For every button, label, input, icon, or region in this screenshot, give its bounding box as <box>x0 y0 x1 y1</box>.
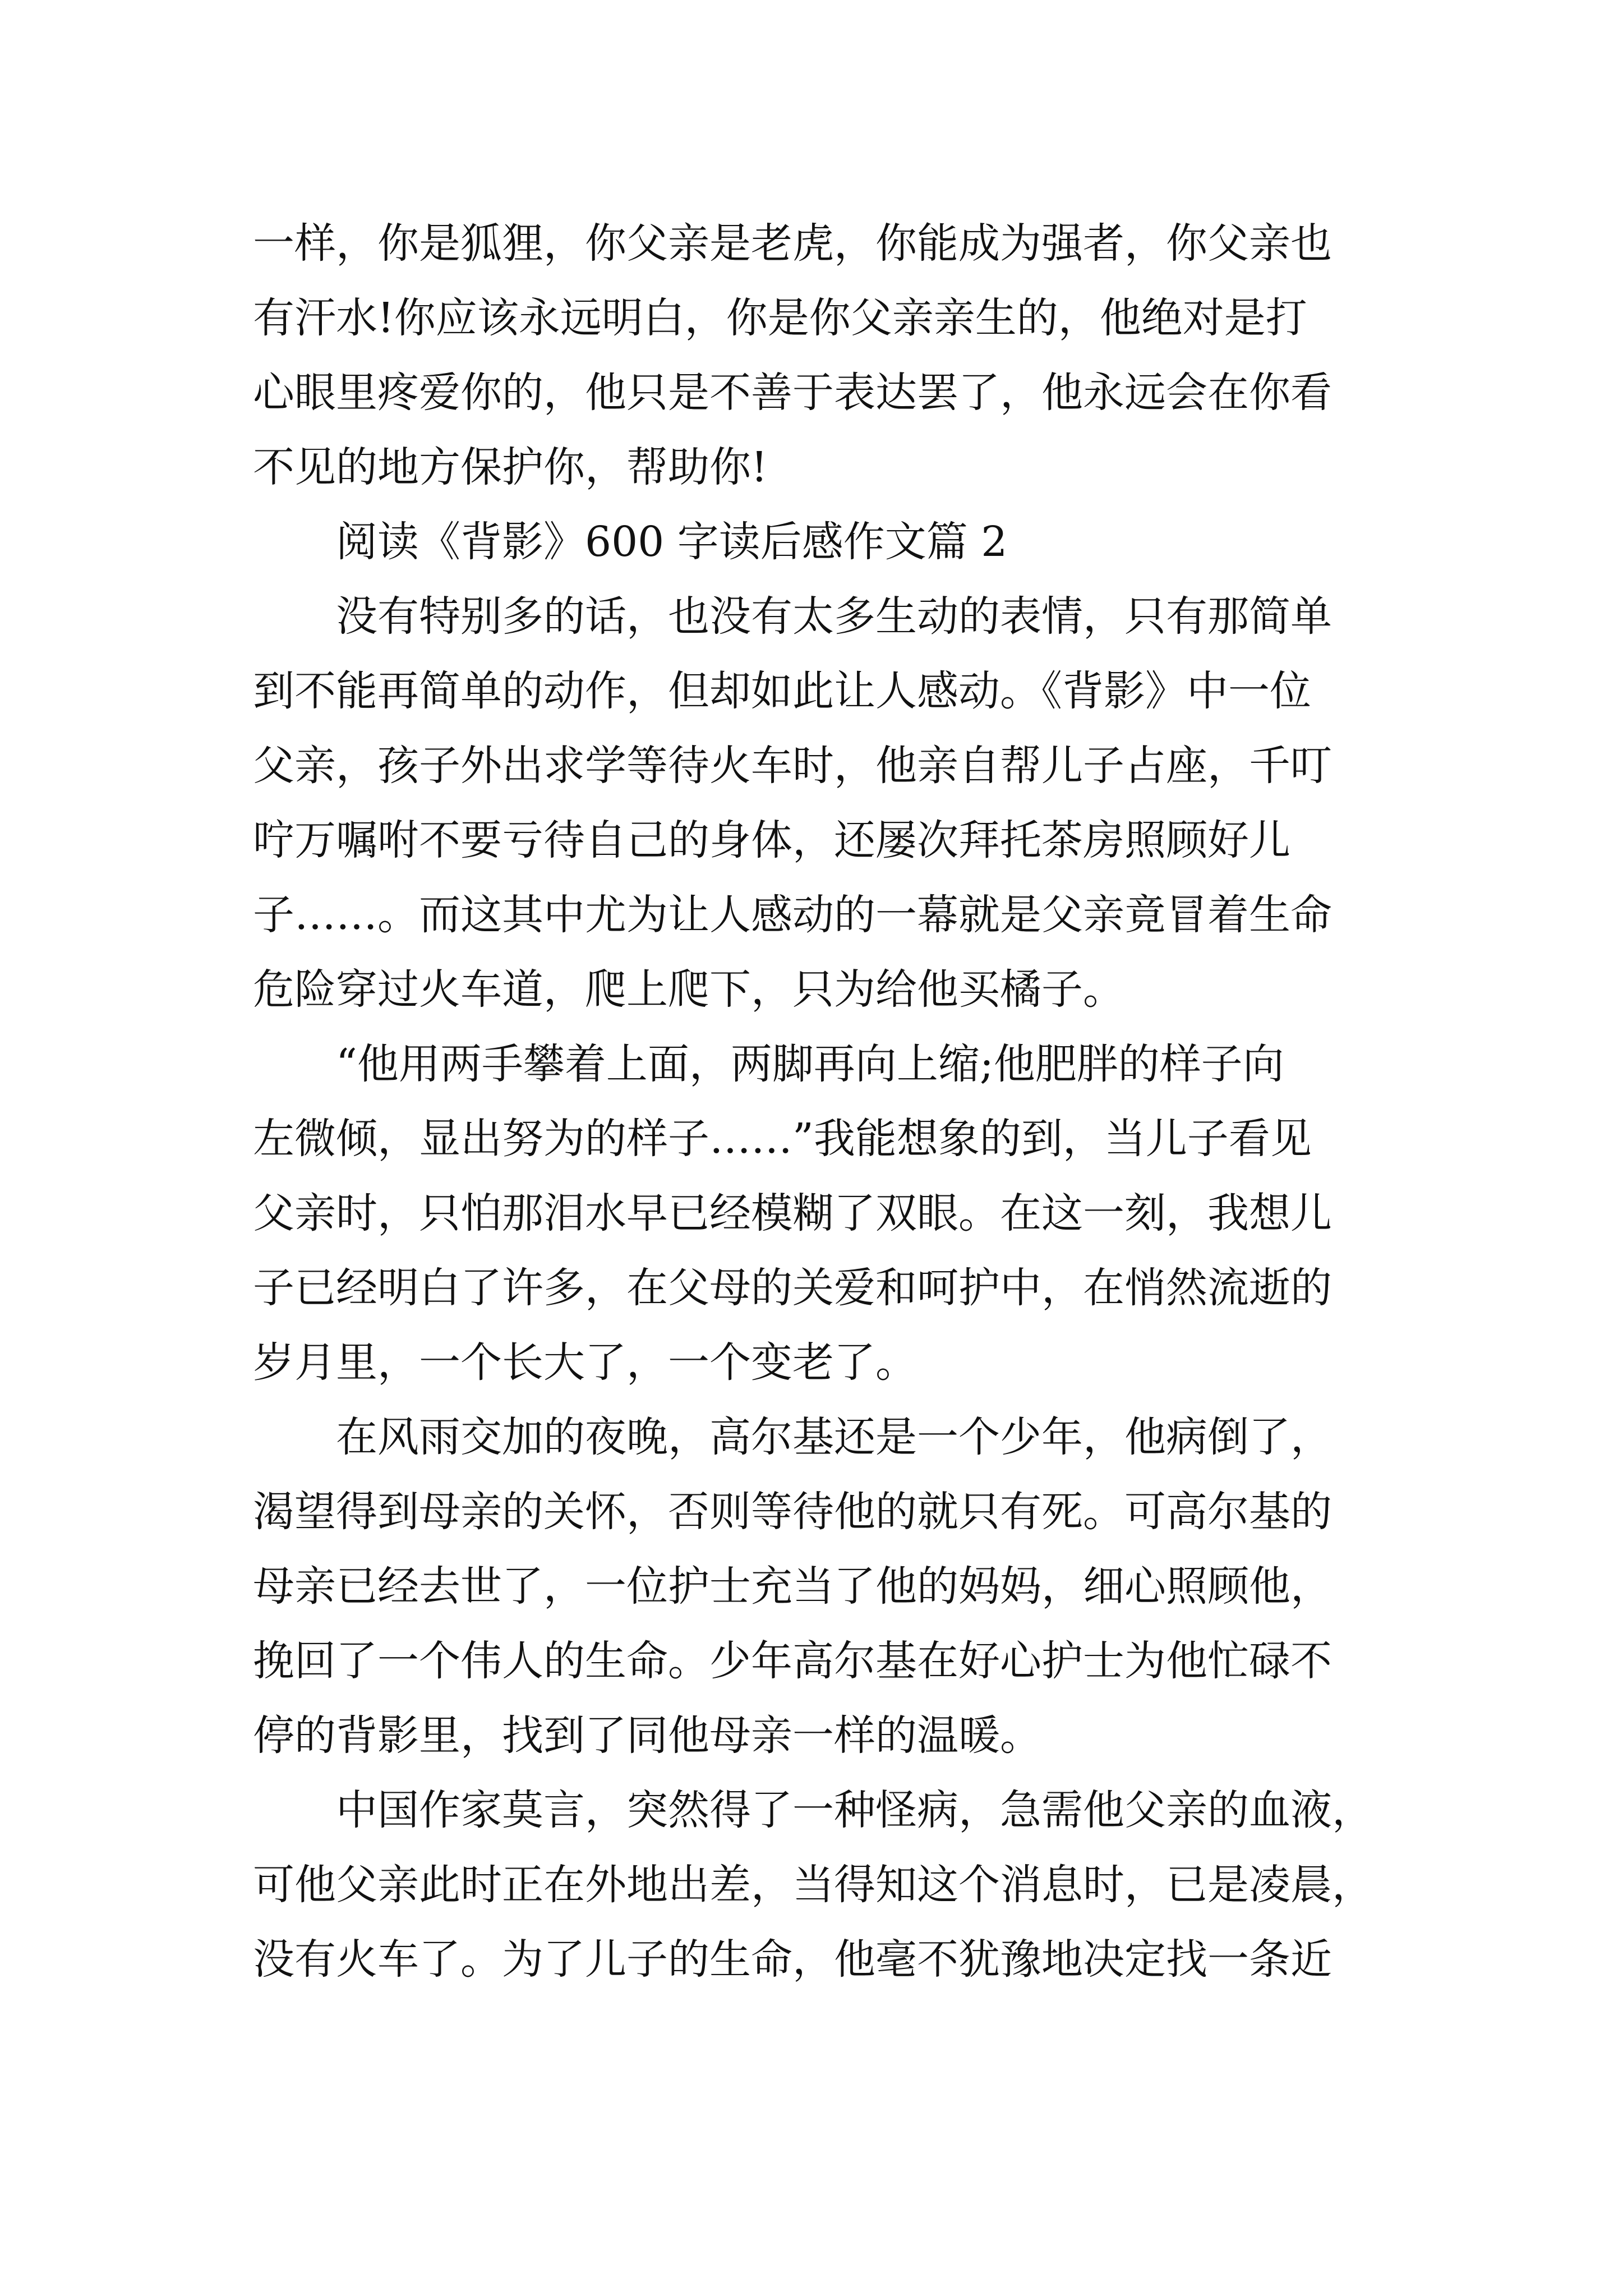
text-line: 一样，你是狐狸，你父亲是老虎，你能成为强者，你父亲也 <box>253 219 1332 268</box>
text-line: 到不能再简单的动作，但却如此让人感动。《背影》中一位 <box>253 667 1311 715</box>
text-line: 危险穿过火车道，爬上爬下，只为给他买橘子。 <box>253 965 1124 1014</box>
text-line: 渴望得到母亲的关怀，否则等待他的就只有死。可高尔基的 <box>253 1488 1332 1536</box>
body-text <box>253 206 1380 1997</box>
text-line: 父亲，孩子外出求学等待火车时，他亲自帮儿子占座，千叮 <box>253 742 1332 790</box>
text-line: 父亲时，只怕那泪水早已经模糊了双眼。在这一刻，我想儿 <box>253 1189 1332 1237</box>
section-heading: 阅读《背影》600 字读后感作文篇 2 <box>336 518 1008 566</box>
text-line: 咛万嘱咐不要亏待自己的身体，还屡次拜托茶房照顾好儿 <box>253 816 1290 864</box>
text-line: 可他父亲此时正在外地出差，当得知这个消息时，已是凌晨， <box>253 1861 1373 1909</box>
paragraph-start: 没有特别多的话，也没有太多生动的表情，只有那简单 <box>336 592 1332 641</box>
text-line: 有汗水!你应该永远明白，你是你父亲亲生的，他绝对是打 <box>253 294 1307 342</box>
text-line: 子已经明白了许多，在父母的关爱和呵护中，在悄然流逝的 <box>253 1264 1332 1312</box>
text-line: 左微倾，显出努为的样子……”我能想象的到，当儿子看见 <box>253 1115 1312 1163</box>
paragraph-start: 中国作家莫言，突然得了一种怪病，急需他父亲的血液， <box>336 1786 1373 1834</box>
text-line: 岁月里，一个长大了，一个变老了。 <box>253 1338 917 1387</box>
text-line: 没有火车了。为了儿子的生命，他毫不犹豫地决定找一条近 <box>253 1935 1332 1984</box>
text-line: 子……。而这其中尤为让人感动的一幕就是父亲竟冒着生命 <box>253 891 1332 939</box>
paragraph-start: 在风雨交加的夜晚，高尔基还是一个少年，他病倒了， <box>336 1413 1332 1461</box>
paragraph-start: “他用两手攀着上面，两脚再向上缩;他肥胖的样子向 <box>336 1040 1284 1088</box>
text-line: 挽回了一个伟人的生命。少年高尔基在好心护士为他忙碌不 <box>253 1637 1332 1685</box>
text-line: 停的背影里，找到了同他母亲一样的温暖。 <box>253 1711 1041 1760</box>
text-line: 心眼里疼爱你的，他只是不善于表达罢了，他永远会在你看 <box>253 369 1332 417</box>
text-line: 不见的地方保护你，帮助你! <box>253 443 768 491</box>
text-line: 母亲已经去世了，一位护士充当了他的妈妈，细心照顾他， <box>253 1562 1332 1611</box>
